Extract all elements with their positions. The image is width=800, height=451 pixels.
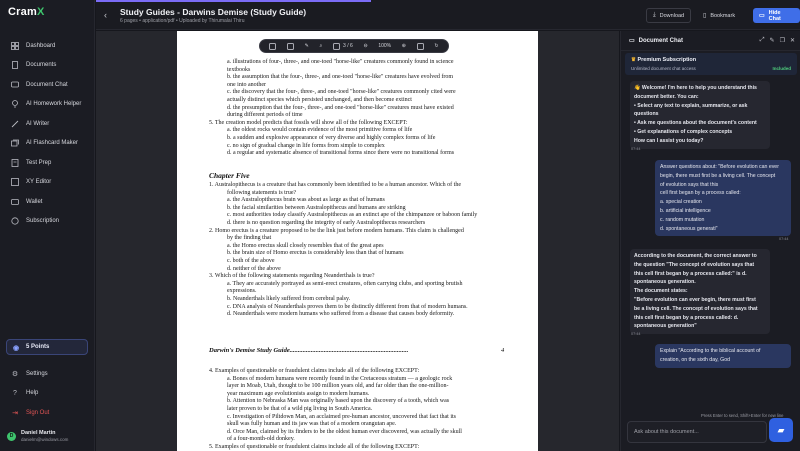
document-text-line[interactable]: a. illustrations of four-, three-, and one-toed "horse-like" creatures commonly found in science (227, 59, 454, 65)
chapter-heading: Chapter Five (209, 171, 250, 180)
document-text-line[interactable]: b. Attention to Nebraska Man was originally based upon the discovery of a tooth, which was (227, 398, 450, 405)
document-text-line[interactable]: following statements is true? (227, 189, 297, 196)
bookmark-icon: ▯ (703, 13, 707, 19)
pdf-viewer[interactable] (96, 31, 619, 451)
page-indicator[interactable]: 3 / 6 (333, 43, 353, 50)
document-chat-panel (620, 31, 800, 451)
cards-icon (11, 139, 19, 147)
zoom-level: 100% (378, 43, 392, 49)
message-line: this cell first began by a process called:" is d. (634, 270, 747, 277)
sign-out-icon: ⇥ (12, 409, 18, 417)
document-text-line[interactable]: d. Orce Man, claimed by its finders to be the oldest human ever discovered, was actually the skull (227, 428, 462, 435)
document-text-line[interactable]: a. They are accurately portrayed as semi-erect creatures, often carrying clubs, and sporting brutish (227, 280, 463, 287)
assistant-message (630, 81, 770, 149)
message-line: of evolution says that this (660, 181, 719, 188)
editor-icon (11, 178, 19, 186)
close-icon[interactable]: ✕ (789, 38, 795, 44)
message-line: be a living cell. The concept of evolution says that (634, 305, 758, 312)
document-text-line[interactable]: d. a regular and systematic absence of transitional forms since there were no transitional forms (227, 150, 455, 157)
logo[interactable]: CramX (8, 6, 45, 18)
document-text-line[interactable]: b. a sudden and explosive appearance of very diverse and highly complex forms of life (227, 135, 436, 141)
sidebar-item-ai-flashcard-maker[interactable]: AI Flashcard Maker (0, 134, 95, 154)
page-number: 4 (501, 347, 505, 354)
document-text-line[interactable]: during different periods of time (227, 112, 303, 119)
message-line: document better. You can: (634, 93, 699, 100)
chat-header (621, 31, 800, 51)
message-line: • Get explanations of complex concepts (634, 128, 733, 135)
hide-chat-button[interactable]: ▭ Hide Chat (753, 8, 800, 23)
user-name: Daniel Martin (21, 430, 56, 436)
document-text-line[interactable]: later proven to be that of a wild pig living in South America. (227, 406, 373, 412)
document-text-line[interactable]: a. the oldest rocks would contain evidence of the most primitive forms of life (227, 127, 413, 134)
assistant-message (630, 249, 770, 334)
sidebar-nav (0, 36, 95, 231)
document-text-line[interactable]: 4. Examples of questionable or fraudulent claims include all of the following EXCEPT: (209, 368, 420, 374)
user-message (655, 160, 791, 236)
rotate-icon[interactable]: ↻ (434, 43, 439, 49)
sidebar-item-subscription[interactable]: Subscription (0, 212, 95, 232)
gear-icon: ⚙ (11, 370, 19, 378)
chat-input[interactable]: Ask about this document... (627, 421, 767, 443)
user-profile[interactable] (7, 430, 68, 442)
message-line: a. special creation (660, 199, 702, 206)
sidebar-item-test-prep[interactable]: Test Prep (0, 153, 95, 173)
pen-icon (11, 120, 19, 128)
page-running-head: Darwin's Demise Study Guide......................................................................... (209, 347, 409, 354)
help-icon: ? (13, 389, 17, 397)
document-text-line[interactable]: 5. Examples of questionable or fraudulent claims include all of the following EXCEPT: (209, 444, 420, 450)
outline-icon[interactable] (287, 43, 294, 50)
document-text-line[interactable]: a. Bones of modern humans were recently found in the Cretaceous stratum — a geologic rock (227, 375, 453, 382)
sidebar-item-sign-out[interactable]: ⇥ Sign Out (12, 409, 50, 417)
points-badge[interactable]: ◉ 5 Points (6, 339, 88, 355)
pdf-toolbar (259, 39, 449, 53)
document-text-line[interactable]: skull was fully human and its jaw was that of a modern orangutan ape. (227, 421, 397, 428)
chat-bubble-icon: ▰ (777, 424, 785, 435)
pdf-page-4 (177, 327, 538, 451)
message-time: 07:44 (631, 332, 641, 336)
subscription-icon (11, 217, 19, 225)
document-text-line[interactable]: by the finding that (227, 235, 272, 242)
document-header (96, 0, 800, 30)
send-hint: Press Enter to send, Shift+Enter for new line (701, 413, 784, 418)
document-title: Study Guides - Darwins Demise (Study Guide) (120, 7, 307, 17)
message-line: this cell first began by a process called: d. (634, 314, 739, 321)
chat-title: ▭ Document Chat (629, 38, 684, 44)
document-text-line[interactable]: c. Investigation of Piltdown Man, an acclaimed pre-human ancestor, uncovered that fact that its (227, 413, 457, 420)
document-text-line[interactable]: d. Neanderthals were modern humans who suffered from a disease that causes body deformity. (227, 311, 455, 318)
document-text-line[interactable]: 1. Australopithecus is a creature that has commonly been identified to be a human ancestor. Which of the (209, 182, 461, 188)
message-line: According to the document, the correct answer to (634, 253, 757, 259)
message-time: 07:44 (631, 147, 641, 151)
bulb-icon (11, 100, 19, 108)
download-button[interactable]: ⤓ Download (646, 8, 691, 23)
chat-messages[interactable] (621, 79, 800, 419)
avatar: D (7, 432, 16, 441)
included-badge: Included (772, 66, 791, 71)
message-line: spontaneous generation. (634, 279, 696, 286)
sidebar-item-ai-writer[interactable]: AI Writer (0, 114, 95, 134)
document-text-line[interactable]: 3. Which of the following statements regarding Neanderthals is true? (209, 273, 375, 280)
message-line: cell first began by a process called: (660, 190, 741, 197)
sidebar-bottom-nav (0, 364, 95, 423)
document-meta: 6 pages • application/pdf • Uploaded by Thirumalai Thiru (120, 18, 245, 24)
zoom-in-icon[interactable]: ⊕ (401, 43, 406, 49)
copy-icon[interactable]: ❐ (779, 38, 785, 44)
sidebar-item-dashboard[interactable]: Dashboard (0, 36, 95, 56)
message-line: The document states: (634, 288, 688, 295)
document-text-line[interactable]: year maximum age evolutionists assign to modern humans. (227, 390, 370, 397)
document-text-line[interactable]: one into another (227, 81, 266, 88)
document-text-line[interactable]: d. the presumption that the four-, three-, and one-toed "horse-like" creatures must have existed (227, 104, 454, 111)
fit-page-icon[interactable] (417, 43, 424, 50)
chat-header-actions (760, 37, 795, 44)
search-icon[interactable]: ⌕ (319, 43, 323, 49)
message-line: begin, there must first be a living cell. The concept (660, 172, 776, 179)
message-line: Explain "According to the biblical account of (660, 348, 761, 354)
sidebar-item-xy-editor[interactable]: XY Editor (0, 173, 95, 193)
document-text-line[interactable]: b. the brain size of Homo erectus is considerably less than that of humans (227, 250, 404, 257)
document-text-line[interactable]: expressions. (227, 288, 257, 295)
user-message (655, 344, 791, 368)
document-text-line[interactable]: layer in Moab, Utah, thought to be 100 million years old, and far older than the one-million- (227, 383, 449, 390)
download-icon: ⤓ (653, 12, 656, 18)
message-line: d. spontaneous generati" (660, 225, 718, 232)
document-text-line[interactable]: b. the assumption that the four-, three-, and one-toed "horse-like" creatures have evolved from (227, 74, 454, 81)
message-line: b. artificial intelligence (660, 207, 711, 214)
document-text-line[interactable]: 5. The creation model predicts that fossils will show all of the following EXCEPT: (209, 119, 408, 126)
document-text-line[interactable]: a. the Homo erectus skull closely resembles that of the great apes (227, 242, 384, 249)
document-text-line[interactable]: d. neither of the above (227, 265, 281, 272)
message-line: 👋 Welcome! I'm here to help you understand this (634, 85, 757, 91)
premium-subscription-banner (625, 53, 797, 75)
sidebar-item-help[interactable]: ? Help (0, 384, 95, 404)
message-line: spontaneous generation" (634, 323, 697, 330)
premium-subtitle: Unlimited document chat access (631, 66, 696, 71)
message-line: "Before evolution can ever begin, there must first (634, 296, 756, 303)
test-icon (11, 159, 19, 167)
message-line: the question "The concept of evolution says that (634, 261, 755, 268)
document-text-line[interactable]: c. both of the above (227, 258, 275, 264)
message-line: • Ask me questions about the document's content (634, 120, 757, 127)
message-line: • Select any text to explain, summarize, or ask (634, 102, 748, 109)
message-line: Answer questions about: "Before evolution can ever (660, 164, 779, 170)
premium-title: ♛ Premium Subscription (631, 57, 697, 63)
send-chat-button[interactable] (769, 418, 793, 442)
document-text-line[interactable]: of a four-month-old donkey. (227, 436, 295, 443)
pdf-page-3 (177, 31, 538, 351)
chat-bubble-icon: ▭ (759, 13, 765, 19)
document-text-line[interactable]: 2. Homo erectus is a creature proposed to be the link just before modern humans. This claim is challenged (209, 227, 464, 234)
document-text-line[interactable]: actually distinct species which persisted unchanged, and then become extinct (227, 97, 412, 103)
document-text-line[interactable]: c. most authorities today classify Australopithecus as an extinct ape of the chimpanzee or baboon family (227, 212, 478, 219)
sidebar (0, 0, 95, 451)
message-line: questions (634, 111, 659, 118)
dashboard-icon (11, 42, 19, 50)
sidebar-item-document-chat[interactable]: Document Chat (0, 75, 95, 95)
document-text-line[interactable]: b. Neanderthals likely suffered from cerebral palsy. (227, 296, 351, 302)
zoom-out-icon[interactable]: ⊖ (363, 43, 368, 49)
user-email: danielm@windows.com (21, 437, 69, 442)
documents-icon (11, 61, 19, 69)
expand-icon[interactable]: ⤢ (759, 37, 765, 43)
annotate-icon[interactable]: ✎ (304, 43, 309, 49)
chat-icon (11, 81, 19, 89)
loading-progress-bar (96, 0, 371, 2)
document-text-line[interactable]: c. no sign of gradual change in life forms from simple to complex (227, 142, 385, 149)
document-text-line[interactable]: c. DNA analysis of Neanderthals proves them to be distinctly different from that of modern humans. (227, 303, 468, 310)
document-text-line[interactable]: a. the Australopithecus brain was about as large as that of humans (227, 197, 385, 204)
document-text-line[interactable]: c. the discovery that the four-, three-, and one-toed "horse-like" creatures commonly cited were (227, 89, 456, 96)
chat-icon: ▭ (629, 38, 635, 44)
message-time: 07:44 (779, 237, 789, 241)
document-text-line[interactable]: textbooks (227, 66, 251, 73)
message-line: c. random mutation (660, 216, 705, 223)
document-text-line[interactable]: b. the facial similarities between Australopithecus and humans are striking (227, 204, 406, 211)
wallet-icon (11, 198, 19, 206)
sidebar-item-documents[interactable]: Documents (0, 56, 95, 76)
sidebar-item-wallet[interactable]: Wallet (0, 192, 95, 212)
back-chevron-icon[interactable]: ‹ (104, 10, 107, 20)
message-line: creation, on the sixth day, God (660, 356, 730, 363)
sidebar-item-ai-homework-helper[interactable]: AI Homework Helper (0, 95, 95, 115)
message-line: How can I assist you today? (634, 137, 704, 144)
thumbnails-icon[interactable] (269, 43, 276, 50)
document-text-line[interactable]: d. there is no question regarding the integrity of early Australopithecus researchers (227, 220, 426, 226)
crown-icon: ♛ (631, 57, 636, 63)
brush-icon[interactable]: ✎ (769, 38, 775, 44)
sidebar-item-settings[interactable]: ⚙ Settings (11, 370, 48, 378)
bookmark-button[interactable]: ▯ Bookmark (703, 12, 736, 19)
coin-icon: ◉ (13, 344, 20, 352)
